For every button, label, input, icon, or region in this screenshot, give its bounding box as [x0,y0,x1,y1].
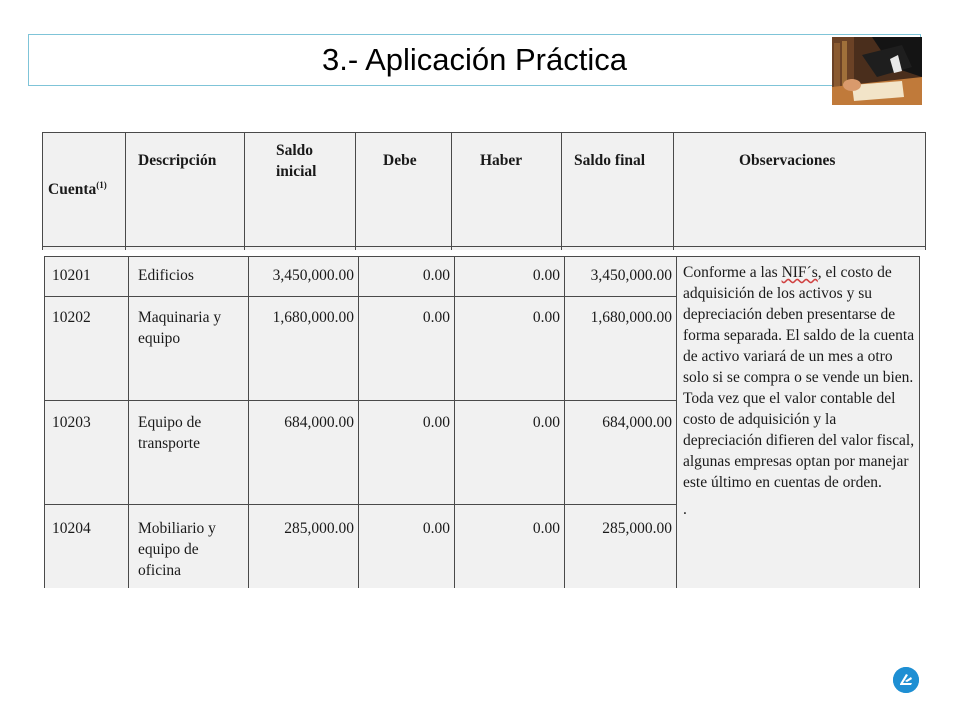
table-row-4-saldo-inicial: 285,000.00 [284,520,354,537]
header-saldo-inicial: Saldo inicial [276,142,317,180]
table-row-4-saldo-final: 285,000.00 [602,520,672,537]
header-debe: Debe [383,152,417,169]
table-row-1-haber: 0.00 [532,267,560,284]
table-row-4-haber: 0.00 [532,520,560,537]
header-cuenta: Cuenta$^{(1)}$ [48,180,107,199]
table-row-2-debe: 0.00 [422,309,450,326]
office-photo [832,37,922,105]
table-row-1-cuenta: 10201 [52,267,91,284]
header-descripcion: Descripción [138,152,217,169]
table-body [44,256,920,588]
accounts-table [42,132,926,588]
observaciones-text: Conforme a las NIF´s, el costo de adquisición de los activos y su depreciación deben presentarse de forma separada. El saldo de la cuenta de activo variará de un mes a otro solo si se compra o se vende un bien. Toda vez que el valor contable del costo de adquisición y la depreciación difieren del valor fiscal, algunas empresas optan por manejar este último en cuentas de orden. . [683,264,915,518]
table-row-2-saldo-inicial: 1,680,000.00 [272,309,354,326]
table-row-4-debe: 0.00 [422,520,450,537]
table-row-3-descripcion: Equipo de transporte [138,414,202,452]
header-saldo-final: Saldo final [574,152,646,169]
table-row-3-haber: 0.00 [532,414,560,431]
table-row-3-debe: 0.00 [422,414,450,431]
table-row-1-saldo-inicial: 3,450,000.00 [272,267,354,284]
table-row-4-descripcion: Mobiliario y equipo de oficina [138,520,216,579]
table-row-2-saldo-final: 1,680,000.00 [590,309,672,326]
header-haber: Haber [480,152,523,169]
slide-title: 3.- Aplicación Práctica [322,42,627,77]
header-observaciones: Observaciones [739,152,836,169]
table-row-1-descripcion: Edificios [138,267,194,284]
table-row-4-cuenta: 10204 [52,520,91,537]
table-row-1-saldo-final: 3,450,000.00 [590,267,672,284]
table-row-3-saldo-inicial: 684,000.00 [284,414,354,431]
table-header [42,132,926,250]
table-row-3-cuenta: 10203 [52,414,91,431]
brand-logo-icon [893,667,919,693]
title-box [28,34,921,86]
table-row-2-descripcion: Maquinaria y equipo [138,309,222,347]
table-row-2-haber: 0.00 [532,309,560,326]
table-row-3-saldo-final: 684,000.00 [602,414,672,431]
table-row-2-cuenta: 10202 [52,309,91,326]
table-row-1-debe: 0.00 [422,267,450,284]
